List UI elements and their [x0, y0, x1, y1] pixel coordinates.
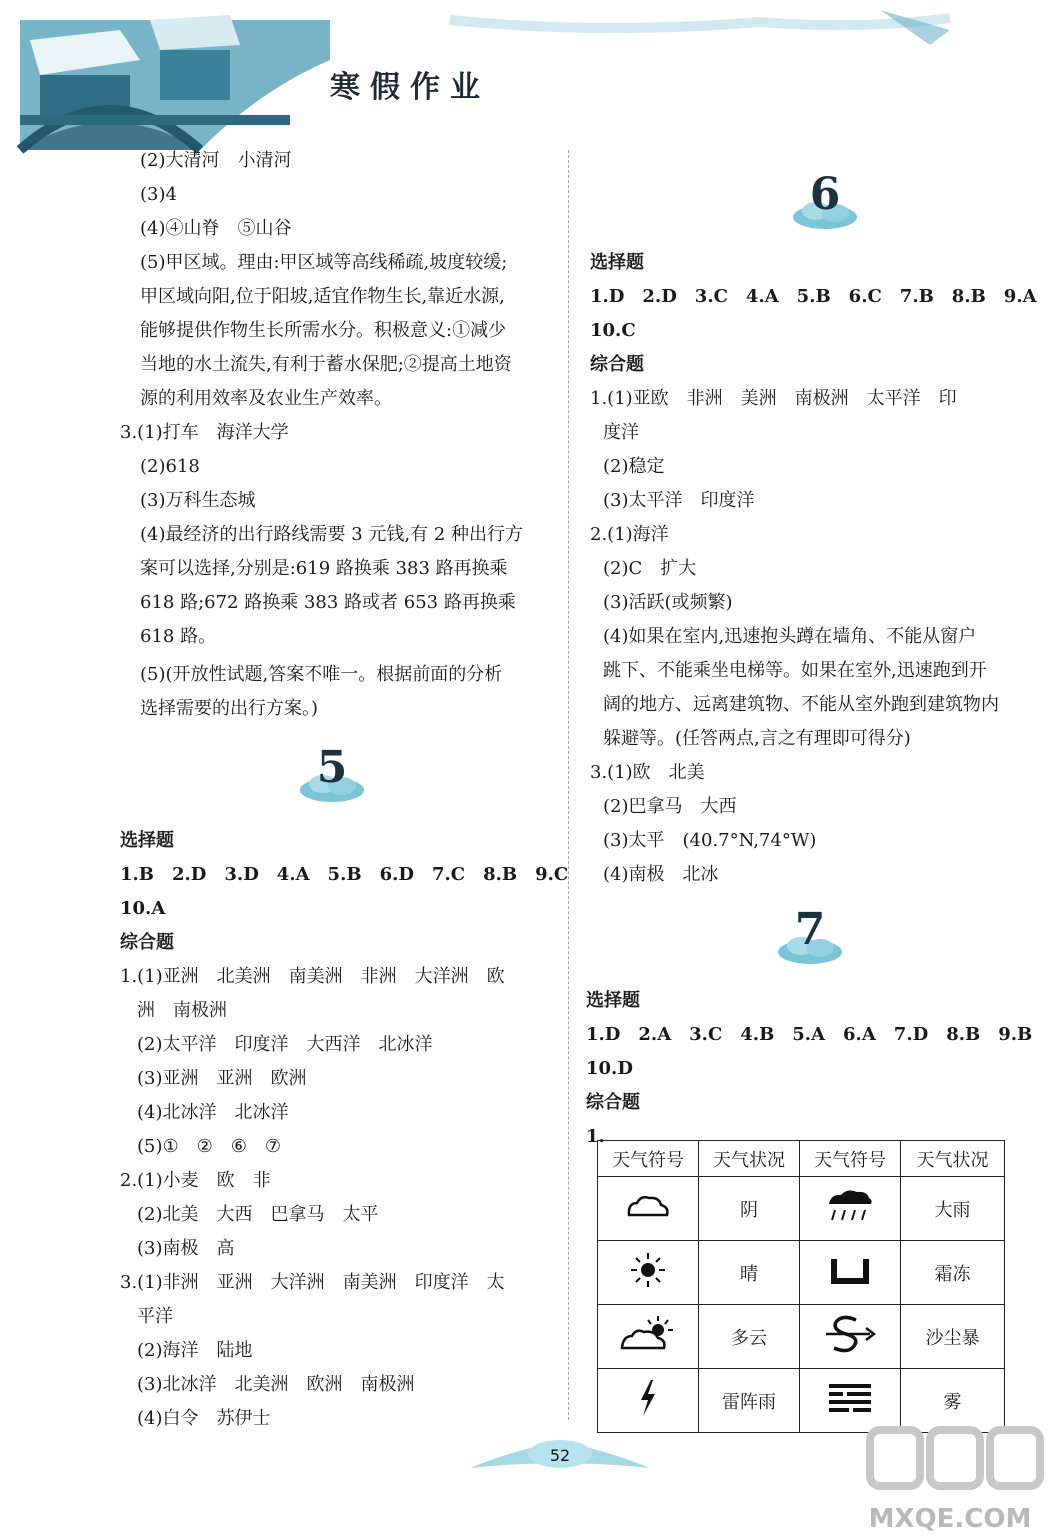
symbol-cell [800, 1305, 901, 1369]
sandstorm-icon [822, 1312, 878, 1356]
table-header: 天气符号 [598, 1141, 699, 1177]
answer-line: (2)北美 大西 巴拿马 太平 [137, 1204, 379, 1225]
answer-line: 阔的地方、远离建筑物、不能从室外跑到建筑物内 [603, 694, 999, 715]
winter-scene-illustration [0, 0, 1057, 160]
answer-line: 1.(1)亚洲 北美洲 南美洲 非洲 大洋洲 欧 [120, 966, 505, 987]
answer-line: (3)太平洋 印度洋 [603, 490, 755, 511]
symbol-cell [598, 1241, 699, 1305]
answer-line: 平洋 [137, 1306, 173, 1327]
section-number: 6 [809, 169, 841, 220]
answer-line: (4)白令 苏伊士 [137, 1408, 271, 1429]
symbol-cell [800, 1241, 901, 1305]
weather-symbol-table [597, 1140, 1005, 1433]
table-cell: 霜冻 [901, 1241, 1005, 1305]
symbol-cell [598, 1305, 699, 1369]
choice-answers: 10.D [586, 1058, 633, 1079]
answer-line: 度洋 [603, 422, 639, 443]
table-cell: 阴 [699, 1177, 800, 1241]
answer-line: 618 路。 [140, 626, 217, 647]
answer-line: 案可以选择,分别是:619 路换乘 383 路再换乘 [140, 558, 508, 579]
answer-line: (4)南极 北冰 [603, 864, 719, 885]
answer-line: 1.(1)亚欧 非洲 美洲 南极洲 太平洋 印 [590, 388, 957, 409]
answer-line: (4)④山脊 ⑤山谷 [140, 218, 292, 239]
fog-icon [825, 1381, 875, 1415]
choice-answers: 1.D 2.D 3.C 4.A 5.B 6.C 7.B 8.B 9.A [590, 286, 1037, 307]
frost-icon [828, 1255, 872, 1285]
answer-line: (2)大清河 小清河 [140, 150, 292, 171]
question-label: 1. [586, 1126, 605, 1147]
answer-line: 甲区域向阳,位于阳坡,适宜作物生长,靠近水源, [140, 286, 505, 307]
table-cell: 沙尘暴 [901, 1305, 1005, 1369]
answer-line: (3)活跃(或频繁) [603, 592, 733, 613]
table-row [598, 1177, 1005, 1241]
section-heading: 综合题 [586, 1092, 640, 1113]
answer-line: (4)最经济的出行路线需要 3 元钱,有 2 种出行方 [140, 524, 524, 545]
section-heading: 综合题 [120, 932, 174, 953]
page-header-title: 寒假作业 [330, 70, 490, 105]
choice-answers: 10.C [590, 320, 636, 341]
header-banner [0, 0, 1057, 160]
section-number-badge [775, 904, 845, 970]
answer-line: (5)(开放性试题,答案不唯一。根据前面的分析 [140, 664, 503, 685]
answer-line: 618 路;672 路换乘 383 路或者 653 路再换乘 [140, 592, 516, 613]
page-number: 52 [549, 1446, 571, 1465]
table-cell: 雷阵雨 [699, 1369, 800, 1433]
answer-line: 3.(1)打车 海洋大学 [120, 422, 289, 443]
answer-line: (4)如果在室内,迅速抱头蹲在墙角、不能从窗户 [603, 626, 977, 647]
answer-line: (2)618 [140, 456, 200, 477]
answer-line: (2)太平洋 印度洋 大西洋 北冰洋 [137, 1034, 433, 1055]
answer-line: (3)南极 高 [137, 1238, 235, 1259]
answer-line: (5)① ② ⑥ ⑦ [137, 1136, 282, 1157]
table-header-row [598, 1141, 1005, 1177]
answer-line: 源的利用效率及农业生产效率。 [140, 388, 392, 409]
choice-answers: 10.A [120, 898, 166, 919]
answer-line: (4)北冰洋 北冰洋 [137, 1102, 289, 1123]
section-heading: 选择题 [590, 252, 644, 273]
section-number: 7 [794, 904, 826, 955]
column-divider [568, 150, 569, 1420]
table-header: 天气状况 [901, 1141, 1005, 1177]
section-number-badge [790, 169, 860, 235]
section-heading: 选择题 [586, 990, 640, 1011]
answer-line: (3)4 [140, 184, 177, 205]
section-number: 5 [316, 742, 348, 793]
heavy-rain-icon [825, 1188, 875, 1224]
table-header: 天气状况 [699, 1141, 800, 1177]
symbol-cell [598, 1369, 699, 1433]
answer-line: 能够提供作物生长所需水分。积极意义:①减少 [140, 320, 507, 341]
table-cell: 晴 [699, 1241, 800, 1305]
partly-cloudy-icon [618, 1314, 678, 1354]
table-header: 天气符号 [800, 1141, 901, 1177]
answer-line: 3.(1)欧 北美 [590, 762, 705, 783]
answer-line: 2.(1)海洋 [590, 524, 669, 545]
symbol-cell [598, 1177, 699, 1241]
answer-line: (2)巴拿马 大西 [603, 796, 737, 817]
answer-line: (2)海洋 陆地 [137, 1340, 253, 1361]
watermark [850, 1412, 1050, 1536]
choice-answers: 1.D 2.A 3.C 4.B 5.A 6.A 7.D 8.B 9.B [586, 1024, 1033, 1045]
symbol-cell [800, 1177, 901, 1241]
answer-line: (3)北冰洋 北美洲 欧洲 南极洲 [137, 1374, 415, 1395]
sunny-icon [628, 1250, 668, 1290]
answer-line: (3)太平 (40.7°N,74°W) [603, 830, 817, 851]
table-row [598, 1241, 1005, 1305]
watermark-text: MXQE.COM [868, 1504, 1032, 1534]
answer-line: 2.(1)小麦 欧 非 [120, 1170, 271, 1191]
section-number-badge [297, 742, 367, 808]
table-cell: 大雨 [901, 1177, 1005, 1241]
answer-line: 躲避等。(任答两点,言之有理即可得分) [603, 728, 911, 749]
choice-answers: 1.B 2.D 3.D 4.A 5.B 6.D 7.C 8.B 9.C [120, 864, 569, 885]
answer-line: (3)万科生态城 [140, 490, 256, 511]
section-heading: 选择题 [120, 830, 174, 851]
answer-line: (2)稳定 [603, 456, 665, 477]
thunderstorm-icon [633, 1378, 663, 1418]
answer-line: 3.(1)非洲 亚洲 大洋洲 南美洲 印度洋 太 [120, 1272, 505, 1293]
answer-line: 跳下、不能乘坐电梯等。如果在室外,迅速跑到开 [603, 660, 987, 681]
answer-line: 选择需要的出行方案。) [140, 698, 319, 719]
table-cell: 雾 [901, 1369, 1005, 1433]
answer-line: 洲 南极洲 [137, 1000, 227, 1021]
watermark-logo-icon [850, 1412, 1050, 1502]
answer-line: (5)甲区域。理由:甲区域等高线稀疏,坡度较缓; [140, 252, 508, 273]
table-cell: 多云 [699, 1305, 800, 1369]
section-heading: 综合题 [590, 354, 644, 375]
answer-line: (2)C 扩大 [603, 558, 697, 579]
table-row [598, 1305, 1005, 1369]
answer-line: (3)亚洲 亚洲 欧洲 [137, 1068, 307, 1089]
overcast-icon [623, 1191, 673, 1221]
page-number-badge [470, 1432, 650, 1482]
answer-line: 当地的水土流失,有利于蓄水保肥;②提高土地资 [140, 354, 512, 375]
